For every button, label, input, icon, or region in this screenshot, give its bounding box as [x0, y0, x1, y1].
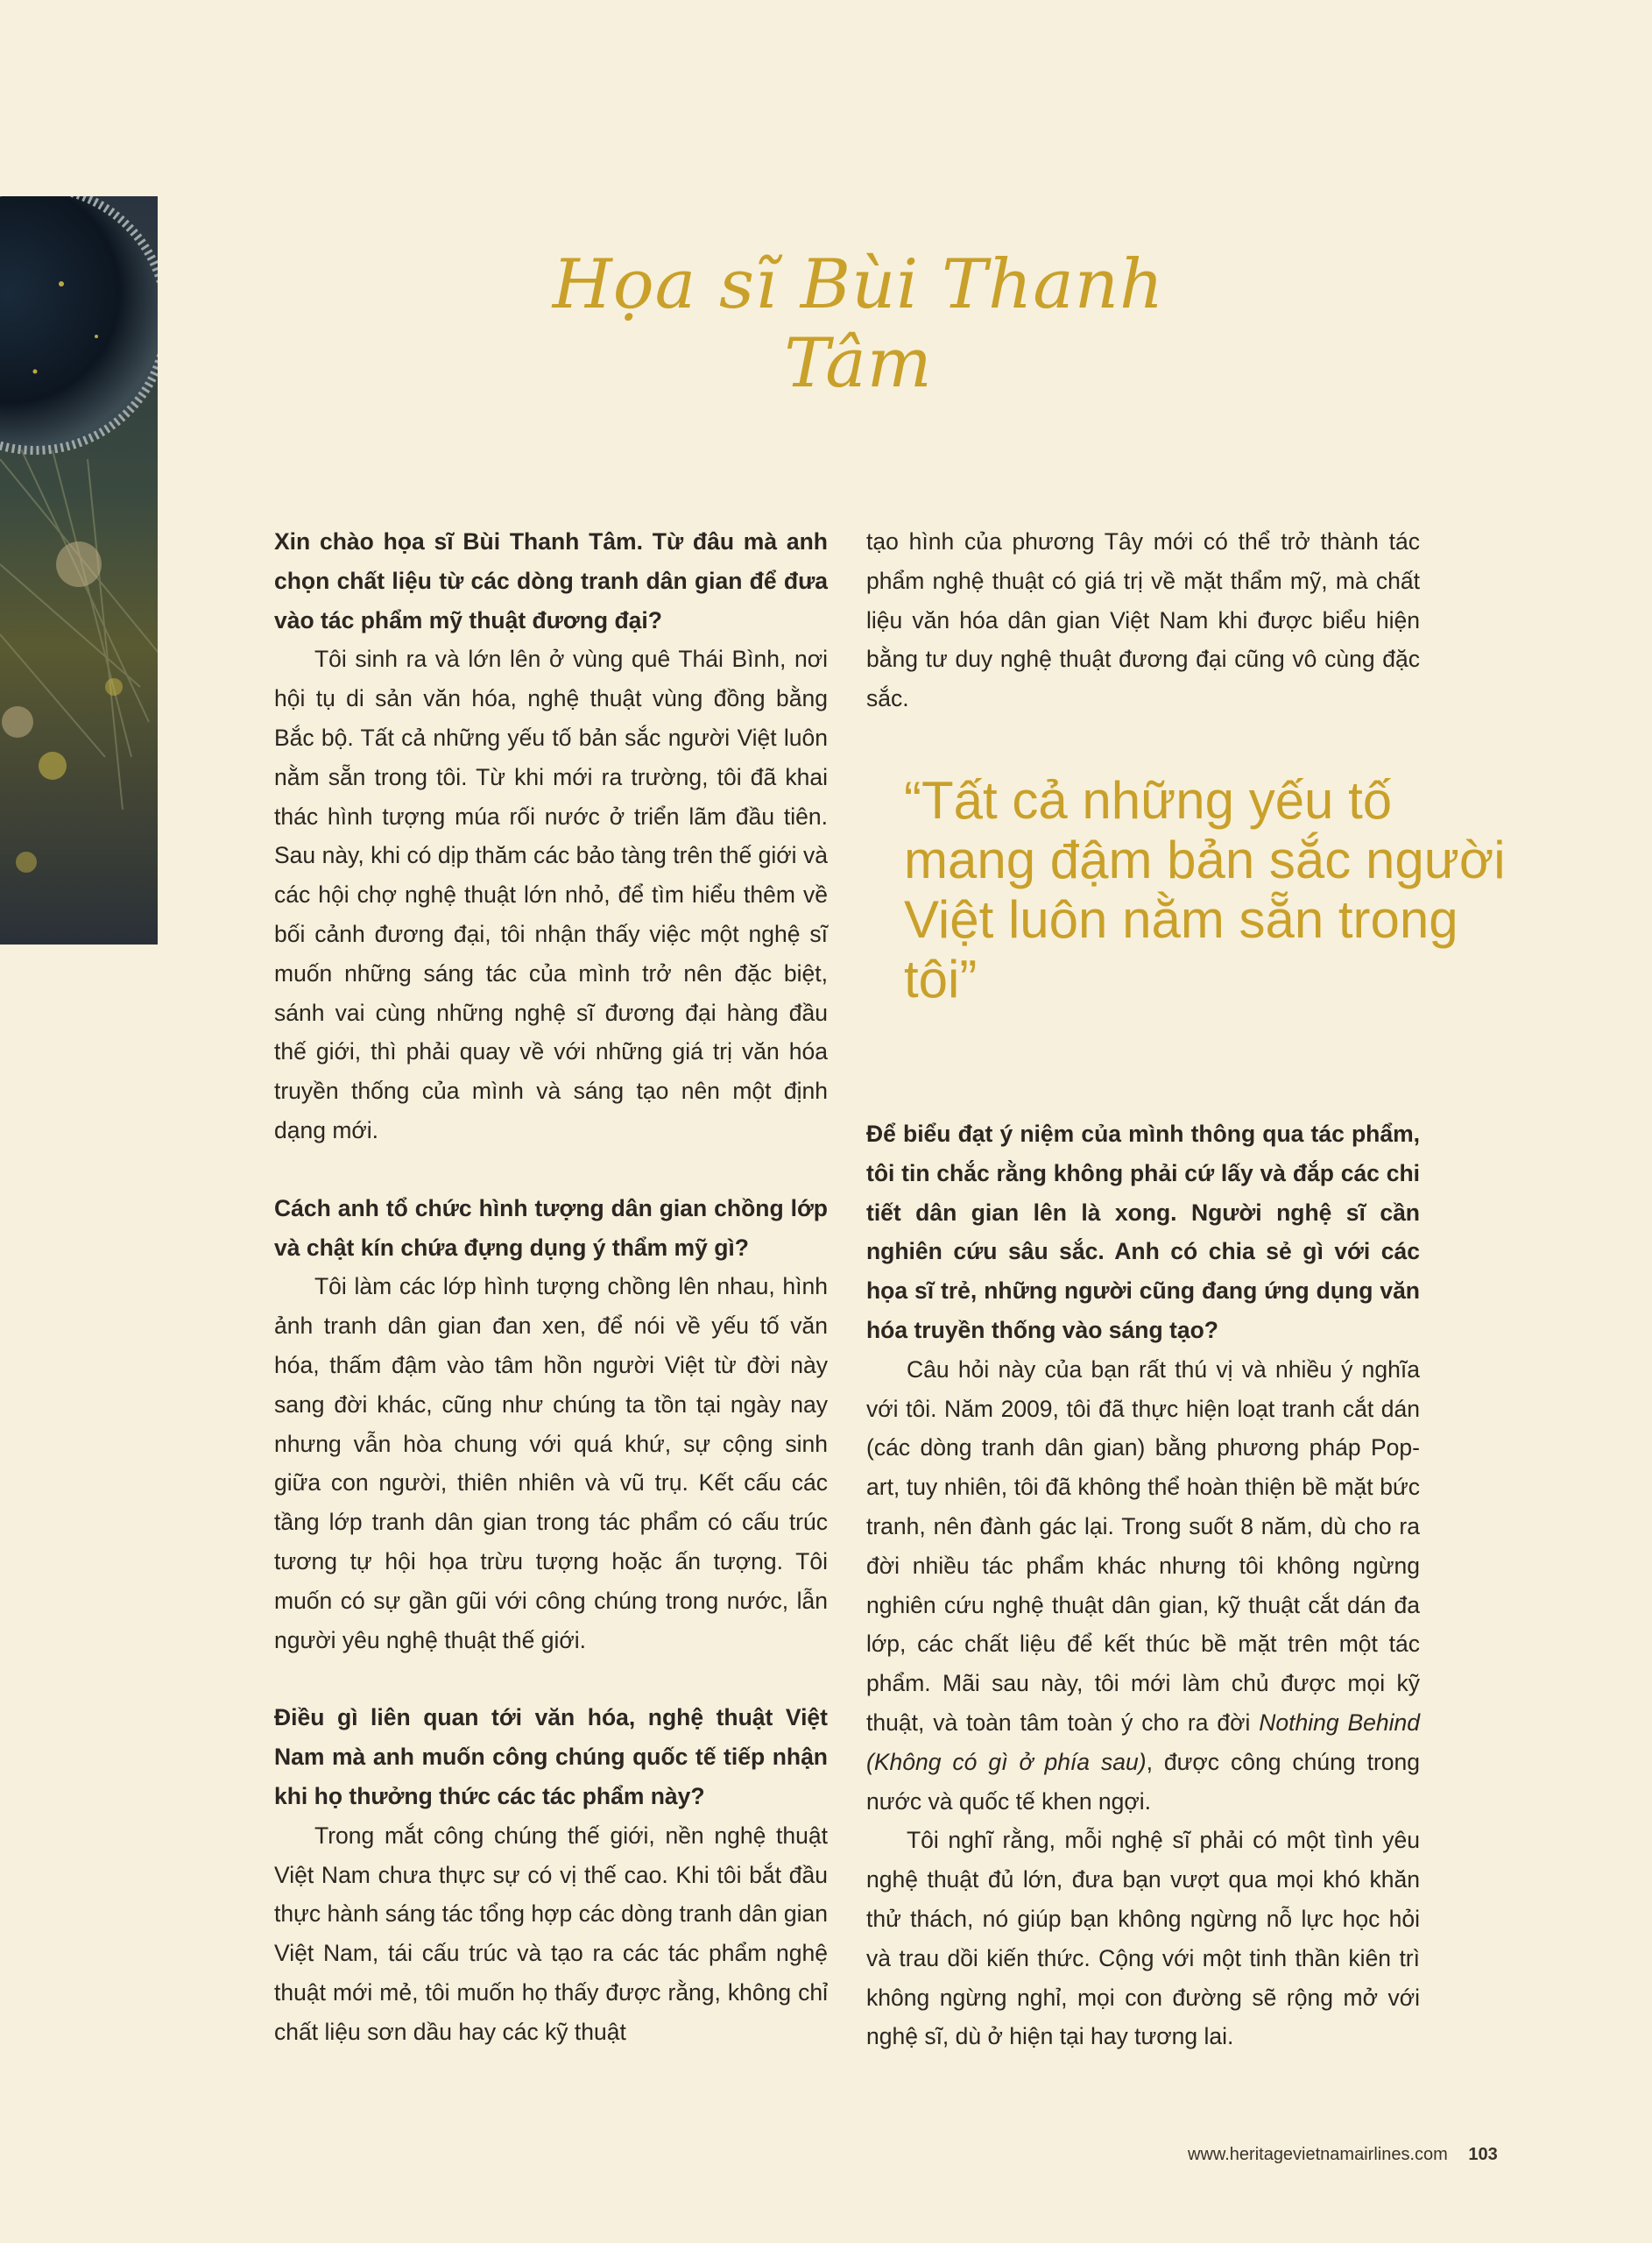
footer-url[interactable]: www.heritagevietnamairlines.com	[1188, 2145, 1448, 2164]
question-1: Xin chào họa sĩ Bùi Thanh Tâm. Từ đâu mà anh chọn chất liệu từ các dòng tranh dân gian để đưa vào tác phẩm mỹ thuật đương đại?	[274, 528, 828, 633]
left-column	[274, 522, 828, 2051]
article-title: Họa sĩ Bùi Thanh Tâm	[552, 245, 1165, 403]
page-number: 103	[1468, 2145, 1498, 2164]
answer-3: Trong mắt công chúng thế giới, nền nghệ thuật Việt Nam chưa thực sự có vị thế cao. Khi tôi bắt đầu thực hành sáng tác tổng hợp các dòng tranh dân gian Việt Nam, tái cấu trúc và tạo ra các tác phẩm nghệ thuật mới mẻ, tôi muốn họ thấy được rằng, không chỉ chất liệu sơn dầu hay các kỹ thuật	[274, 1822, 828, 2045]
spacer	[274, 1150, 828, 1189]
painting-image	[0, 196, 158, 945]
answer-4-text-end: , được công chúng trong nước và quốc tế khen ngợi.	[866, 1748, 1420, 1815]
pull-quote: “Tất cả những yếu tố mang đậm bản sắc người Việt luôn nằm sẵn trong tôi”	[904, 771, 1506, 1008]
answer-2: Tôi làm các lớp hình tượng chồng lên nhau, hình ảnh tranh dân gian đan xen, để nói về yếu tố văn hóa, thấm đậm vào tâm hồn người Việt từ đời này sang đời khác, cũng như chúng ta tồn tại ngày nay nhưng vẫn hòa chung với quá khứ, sự cộng sinh giữa con người, thiên nhiên và vũ trụ. Kết cấu các tầng lớp tranh dân gian trong tác phẩm có cấu trúc tương tự hội họa trừu tượng hoặc ấn tượng. Tôi muốn có sự gần gũi với công chúng trong nước, lẫn người yêu nghệ thuật thế giới.	[274, 1273, 828, 1653]
spacer	[274, 1659, 828, 1698]
question-2: Cách anh tổ chức hình tượng dân gian chồng lớp và chật kín chứa đựng dụng ý thẩm mỹ gì?	[274, 1194, 828, 1261]
artwork-title: Nothing Behind (Không có gì ở phía sau)	[866, 1709, 1420, 1775]
answer-4	[866, 1350, 1420, 1822]
question-3: Điều gì liên quan tới văn hóa, nghệ thuật Việt Nam mà anh muốn công chúng quốc tế tiếp nhận khi họ thưởng thức các tác phẩm này?	[274, 1704, 828, 1809]
right-column	[866, 522, 1420, 718]
answer-5: Tôi nghĩ rằng, mỗi nghệ sĩ phải có một tình yêu nghệ thuật đủ lớn, đưa bạn vượt qua mọi khó khăn thử thách, nó giúp bạn không ngừng nỗ lực học hỏi và trau dồi kiến thức. Cộng với một tinh thần kiên trì không ngừng nghỉ, mọi con đường sẽ rộng mở với nghệ sĩ, dù ở hiện tại hay tương lai.	[866, 1827, 1420, 2050]
painting-artwork	[0, 196, 158, 945]
answer-1: Tôi sinh ra và lớn lên ở vùng quê Thái Bình, nơi hội tụ di sản văn hóa, nghệ thuật vùng đồng bằng Bắc bộ. Tất cả những yếu tố bản sắc người Việt luôn nằm sẵn trong tôi. Từ khi mới ra trường, tôi đã khai thác hình tượng múa rối nước ở triển lãm đầu tiên. Sau này, khi có dịp thăm các bảo tàng trên thế giới và các hội chợ nghệ thuật lớn nhỏ, để tìm hiểu thêm về bối cảnh đương đại, tôi nhận thấy việc một nghệ sĩ muốn những sáng tác của mình trở nên đặc biệt, sánh vai cùng những nghệ sĩ đương đại hàng đầu thế giới, thì phải quay về với những giá trị văn hóa truyền thống của mình và sáng tạo nên một định dạng mới.	[274, 646, 828, 1143]
answer-3-continued: tạo hình của phương Tây mới có thể trở thành tác phẩm nghệ thuật có giá trị về mặt thẩm mỹ, mà chất liệu văn hóa dân gian Việt Nam khi được biểu hiện bằng tư duy nghệ thuật đương đại cũng vô cùng đặc sắc.	[866, 528, 1420, 712]
page-footer	[1188, 2145, 1538, 2165]
right-column-lower	[866, 1114, 1420, 2056]
answer-4-text: Câu hỏi này của bạn rất thú vị và nhiều ý nghĩa với tôi. Năm 2009, tôi đã thực hiện loạt tranh cắt dán (các dòng tranh dân gian) bằng phương pháp Pop-art, tuy nhiên, tôi đã không thể hoàn thiện bề mặt bức tranh, nên đành gác lại. Trong suốt 8 năm, dù cho ra đời nhiều tác phẩm khác nhưng tôi không ngừng nghiên cứu nghệ thuật dân gian, kỹ thuật cắt dán đa lớp, các chất liệu để kết thúc bề mặt trên một tác phẩm. Mãi sau này, tôi mới làm chủ được mọi kỹ thuật, và toàn tâm toàn ý cho ra đời	[866, 1355, 1420, 1736]
question-4: Để biểu đạt ý niệm của mình thông qua tác phẩm, tôi tin chắc rằng không phải cứ lấy và đắp các chi tiết dân gian lên là xong. Người nghệ sĩ cần nghiên cứu sâu sắc. Anh có chia sẻ gì với các họa sĩ trẻ, những người cũng đang ứng dụng văn hóa truyền thống vào sáng tạo?	[866, 1121, 1420, 1343]
